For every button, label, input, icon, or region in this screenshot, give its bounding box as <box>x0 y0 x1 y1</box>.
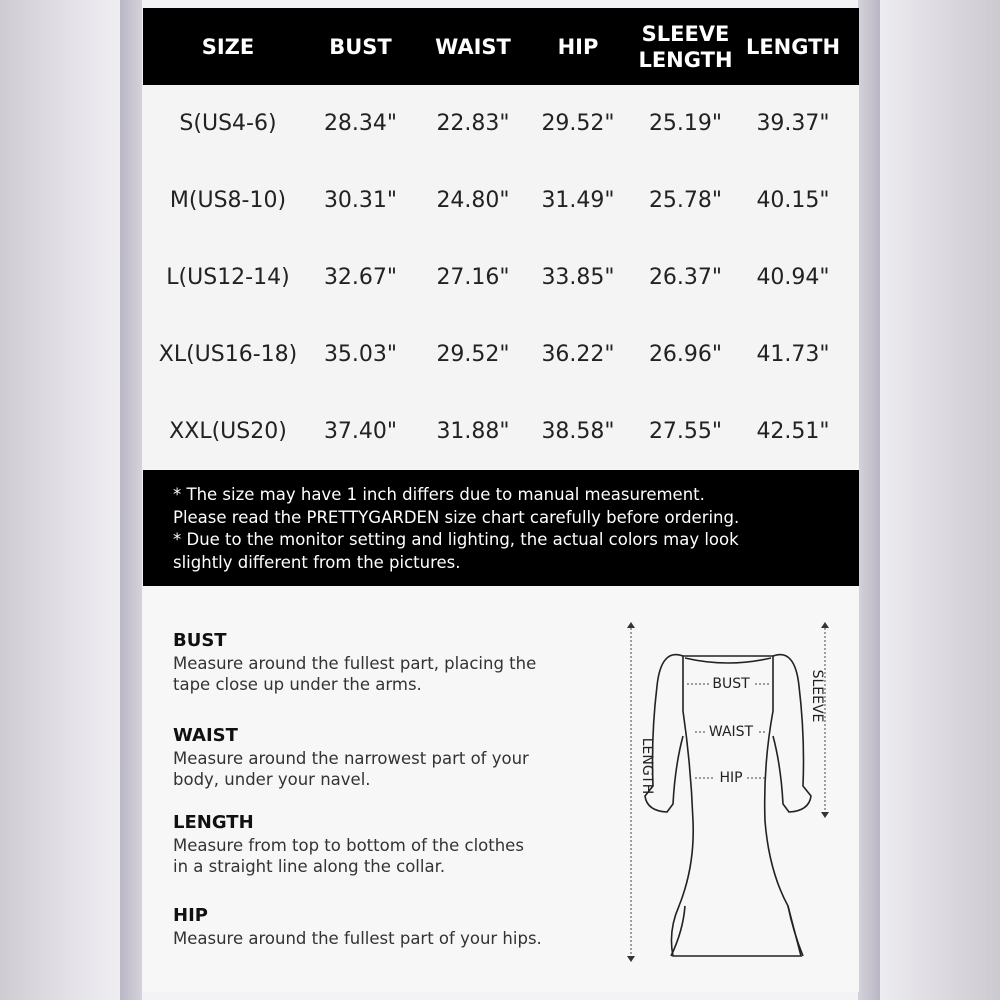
cell-bust: 30.31" <box>323 188 398 213</box>
guide-item-hip <box>173 905 613 949</box>
cell-sleeve: 26.37" <box>648 265 723 290</box>
guide-desc: Measure around the narrowest part of your body, under your navel. <box>173 749 529 789</box>
cell-waist: 22.83" <box>436 111 510 136</box>
bust-label: BUST <box>712 676 750 692</box>
length-arrow-top <box>627 622 635 628</box>
cell-bust: 32.67" <box>323 265 398 290</box>
length-arrow-bottom <box>627 956 635 962</box>
guide-item-length <box>173 812 613 877</box>
guide-desc: Measure from top to bottom of the clothes in a straight line along the collar. <box>173 836 524 876</box>
guide-item-bust <box>173 630 613 695</box>
cell-length: 40.94" <box>756 265 830 290</box>
header-size: SIZE <box>201 34 255 59</box>
table-row <box>143 85 859 162</box>
background-edge-left <box>120 0 142 1000</box>
hip-label: HIP <box>719 770 743 786</box>
note-line: slightly different from the pictures. <box>173 552 461 572</box>
table-header <box>143 8 859 85</box>
cell-sleeve: 27.55" <box>648 419 723 444</box>
guide-title: BUST <box>173 630 227 651</box>
guide-title: WAIST <box>173 725 238 746</box>
cell-hip: 29.52" <box>541 111 615 136</box>
sleeve-arrow-top <box>821 622 829 628</box>
header-bust: BUST <box>329 34 392 59</box>
dress-ruffle <box>671 906 803 956</box>
note-line: * The size may have 1 inch differs due to manual measurement. <box>173 485 705 504</box>
dress-illustration <box>623 616 843 961</box>
dress-outline <box>671 656 801 956</box>
note-line: * Due to the monitor setting and lighting, the actual colors may look <box>173 530 739 549</box>
cell-hip: 31.49" <box>541 188 615 213</box>
guide-item-waist <box>173 725 613 790</box>
sleeve-arrow-bottom <box>821 812 829 818</box>
cell-sleeve: 25.19" <box>648 111 723 136</box>
guide-desc: Measure around the fullest part of your hips. <box>173 929 542 948</box>
guide-title: LENGTH <box>173 812 254 833</box>
cell-size: XXL(US20) <box>169 419 287 444</box>
header-length: LENGTH <box>745 34 841 59</box>
cell-size: M(US8-10) <box>169 188 287 213</box>
table-row <box>143 162 859 239</box>
cell-waist: 29.52" <box>436 342 510 367</box>
table-row <box>143 393 859 470</box>
background-edge-right <box>858 0 880 1000</box>
cell-length: 39.37" <box>756 111 830 136</box>
cell-size: XL(US16-18) <box>158 342 298 367</box>
cell-sleeve: 25.78" <box>648 188 723 213</box>
right-sleeve <box>773 655 811 812</box>
guide-title: HIP <box>173 905 208 926</box>
neckline <box>685 658 771 663</box>
table-row <box>143 316 859 393</box>
header-sleeve-length: SLEEVE LENGTH <box>638 21 733 72</box>
header-hip: HIP <box>557 34 599 59</box>
cell-waist: 31.88" <box>436 419 510 444</box>
cell-length: 42.51" <box>756 419 830 444</box>
cell-bust: 35.03" <box>323 342 398 367</box>
size-chart-card <box>143 8 859 992</box>
cell-hip: 38.58" <box>541 419 615 444</box>
measurement-guide <box>143 586 859 992</box>
cell-hip: 36.22" <box>541 342 615 367</box>
cell-size: L(US12-14) <box>166 265 290 290</box>
cell-hip: 33.85" <box>541 265 615 290</box>
header-waist: WAIST <box>435 34 511 59</box>
cell-size: S(US4-6) <box>179 111 277 136</box>
cell-bust: 28.34" <box>323 111 398 136</box>
sleeve-label: SLEEVE <box>809 669 825 723</box>
size-table-body <box>143 85 859 469</box>
cell-waist: 27.16" <box>436 265 510 290</box>
length-label: LENGTH <box>639 737 655 795</box>
dress-diagram <box>623 616 843 961</box>
cell-length: 40.15" <box>756 188 830 213</box>
cell-length: 41.73" <box>756 342 830 367</box>
notes-banner <box>143 470 859 586</box>
cell-sleeve: 26.96" <box>648 342 723 367</box>
cell-bust: 37.40" <box>323 419 398 444</box>
note-line: Please read the PRETTYGARDEN size chart carefully before ordering. <box>173 507 740 527</box>
guide-desc: Measure around the fullest part, placing the tape close up under the arms. <box>173 654 537 694</box>
waist-label: WAIST <box>708 724 754 740</box>
table-row <box>143 239 859 316</box>
cell-waist: 24.80" <box>436 188 510 213</box>
